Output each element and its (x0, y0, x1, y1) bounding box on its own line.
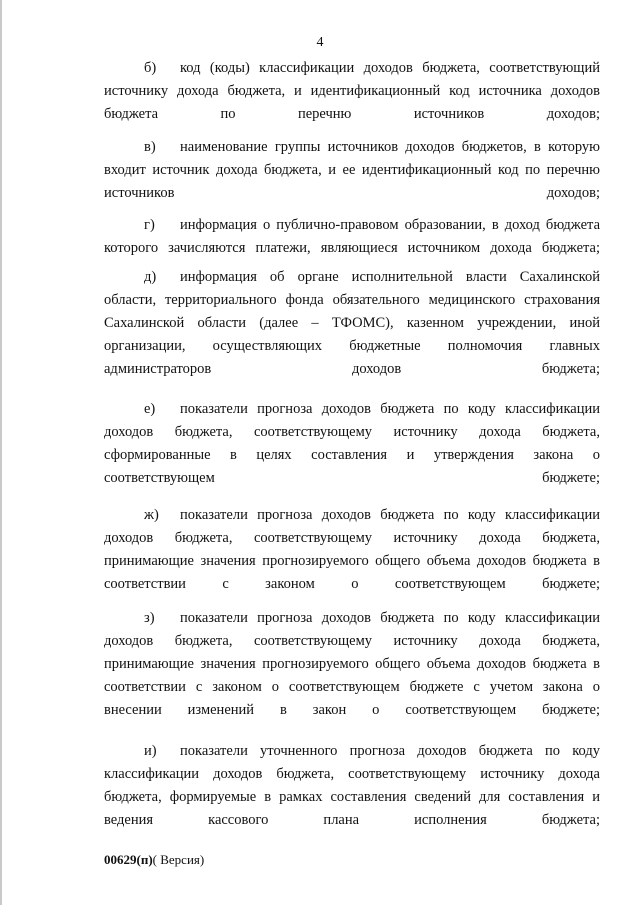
list-item-i (104, 740, 600, 855)
item-text: код (коды) классификации доходов бюджета, соответствующий источнику дохода бюджета, и идентификационный код источника доходов бюджета по перечню источников доходов; (104, 60, 600, 122)
item-marker: г) (144, 217, 155, 233)
item-marker: ж) (144, 507, 159, 523)
item-text: информация об органе исполнительной власти Сахалинской области, территориального фонда обязательного медицинского страхования Сахалинской области (далее – ТФОМС), казенном учреждении, иной организации, осуществляющих бюджетные полномочия главных администраторов доходов бюджета; (104, 269, 600, 377)
item-text: наименование группы источников доходов бюджетов, в которую входит источник дохода бюджета, и ее идентификационный код по перечню источников доходов; (104, 139, 600, 201)
item-marker: е) (144, 401, 156, 417)
footer-code: 00629(п) (104, 852, 153, 867)
item-marker: з) (144, 610, 155, 626)
item-text: показатели уточненного прогноза доходов бюджета по коду классификации доходов бюджета, соответствующему источнику дохода бюджета, формируемые в рамках составления сведений для составления и ведения кассового плана исполнения бюджета; (104, 743, 600, 828)
item-marker: в) (144, 139, 156, 155)
item-text: показатели прогноза доходов бюджета по коду классификации доходов бюджета, соответствующему источнику дохода бюджета, сформированные в целях составления и утверждения закона о соответствующем бюджете; (104, 401, 600, 486)
page-number: 4 (316, 35, 324, 50)
list-item-e (104, 398, 600, 513)
item-marker: б) (144, 60, 157, 76)
item-text: показатели прогноза доходов бюджета по коду классификации доходов бюджета, соответствующему источнику дохода бюджета, принимающие значения прогнозируемого общего объема доходов бюджета в соответствии с законом о соответствующем бюджете с учетом закона о внесении изменений в закон о соответствующем бюджете; (104, 610, 600, 718)
list-item-z (104, 607, 600, 745)
item-text: показатели прогноза доходов бюджета по коду классификации доходов бюджета, соответствующему источнику дохода бюджета, принимающие значения прогнозируемого общего объема доходов бюджета в соответствии с законом о соответствующем бюджете; (104, 507, 600, 592)
list-item-zh (104, 504, 600, 619)
list-item-d (104, 266, 600, 404)
item-marker: д) (144, 269, 157, 285)
document-footer (104, 852, 204, 868)
item-text: информация о публично-правовом образовании, в доход бюджета которого зачисляются платежи, являющиеся источником дохода бюджета; (104, 217, 600, 256)
item-marker: и) (144, 743, 157, 759)
footer-version: ( Версия) (152, 852, 205, 867)
scan-edge (0, 0, 2, 905)
